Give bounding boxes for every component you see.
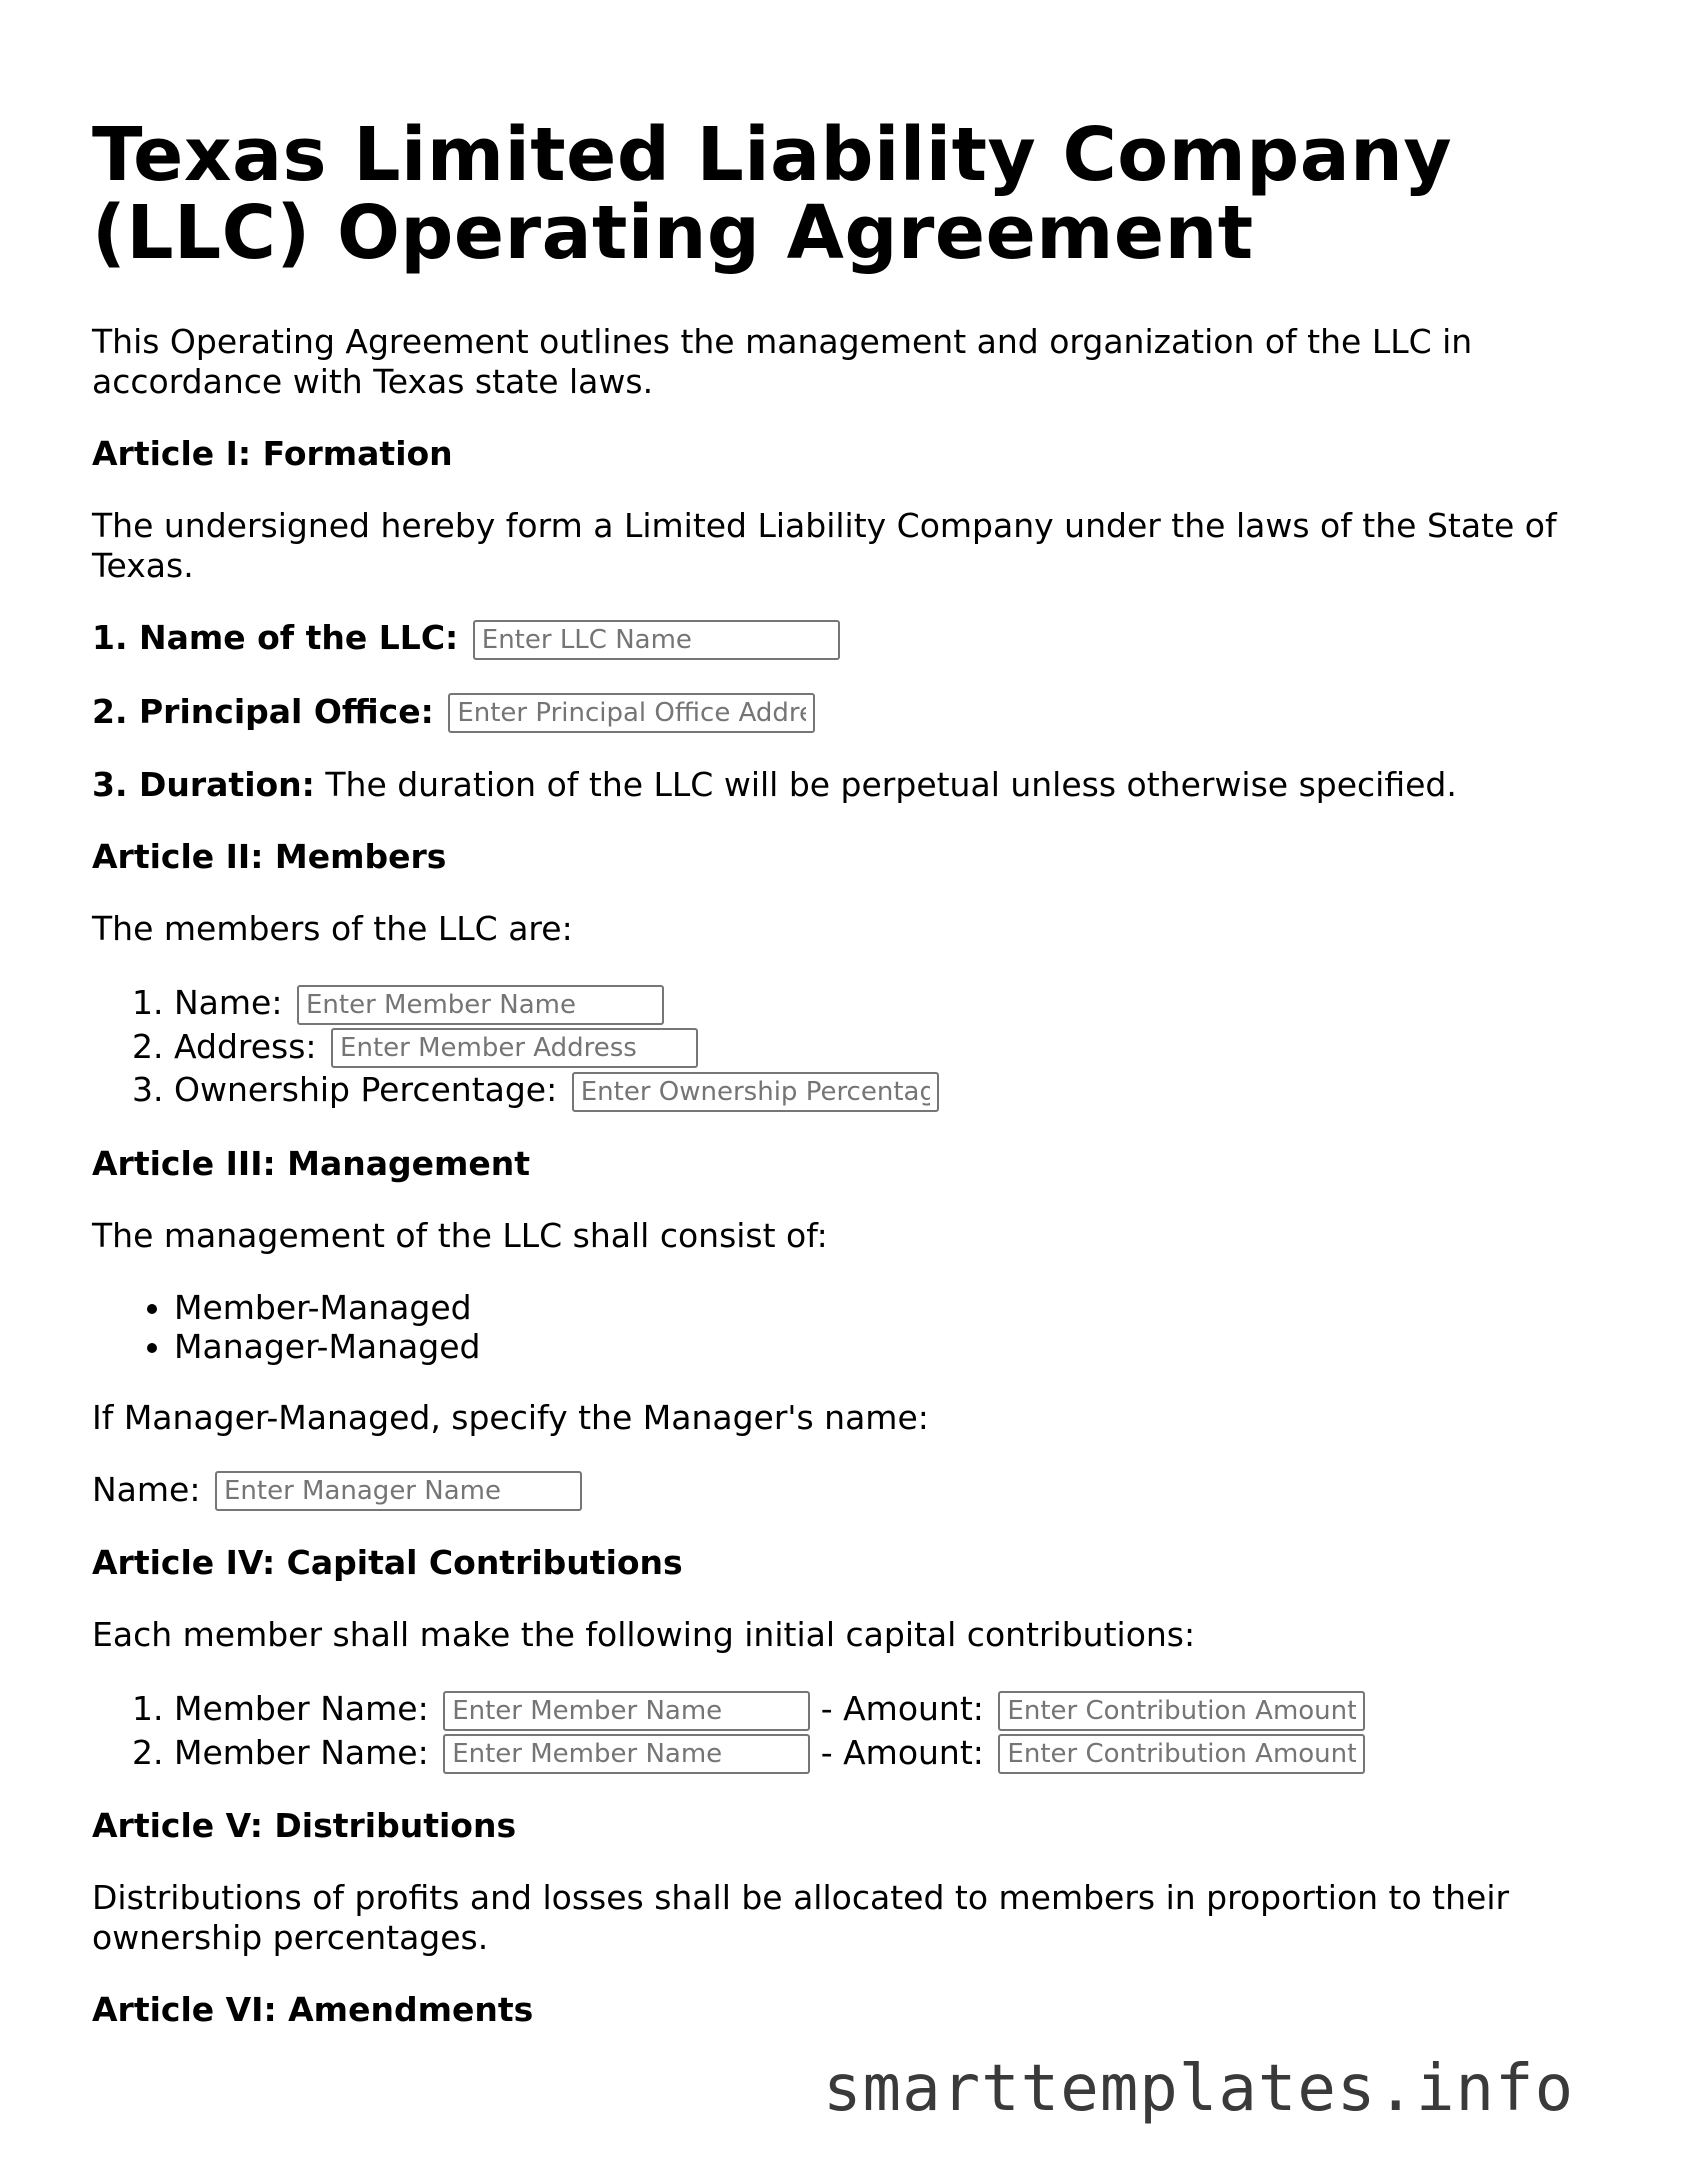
list-item <box>174 981 1592 1025</box>
contributions-list <box>92 1687 1592 1774</box>
document-page <box>92 112 1592 2062</box>
ownership-percentage-label: Ownership Percentage: <box>174 1070 558 1109</box>
manager-name-label: Name: <box>92 1469 201 1509</box>
management-options-list <box>92 1288 1592 1366</box>
article-5-heading: Article V: Distributions <box>92 1806 517 1845</box>
list-item <box>174 1687 1592 1731</box>
contribution-member-input[interactable] <box>443 1734 810 1774</box>
manager-instruction: If Manager-Managed, specify the Manager's name: <box>92 1397 929 1437</box>
article-5-text: Distributions of profits and losses shall be allocated to members in proportion to their ownership percentages. <box>92 1878 1510 1957</box>
llc-name-label: 1. Name of the LLC: <box>92 618 459 657</box>
contribution-amount-input[interactable] <box>998 1734 1365 1774</box>
member-name-label: Name: <box>174 983 283 1022</box>
contribution-member-input[interactable] <box>443 1691 810 1731</box>
contribution-amount-input[interactable] <box>998 1691 1365 1731</box>
list-item <box>174 1068 1592 1112</box>
article-1-text: The undersigned hereby form a Limited Liability Company under the laws of the State of Texas. <box>92 506 1557 585</box>
intro-paragraph: This Operating Agreement outlines the management and organization of the LLC in accordance with Texas state laws. <box>92 322 1473 401</box>
list-item <box>174 1731 1592 1775</box>
llc-name-line <box>92 618 1592 660</box>
list-item <box>174 1025 1592 1069</box>
article-2-heading: Article II: Members <box>92 837 447 876</box>
duration-line <box>92 765 1592 805</box>
members-list <box>92 981 1592 1112</box>
contribution-member-label: Member Name: <box>174 1732 429 1772</box>
article-4-text: Each member shall make the following initial capital contributions: <box>92 1615 1196 1654</box>
principal-office-label: 2. Principal Office: <box>92 691 434 731</box>
ownership-percentage-input[interactable] <box>572 1072 939 1112</box>
article-2-text: The members of the LLC are: <box>92 909 573 948</box>
article-3-heading: Article III: Management <box>92 1143 531 1183</box>
principal-office-line <box>92 692 1592 734</box>
duration-label: 3. Duration: <box>92 765 315 804</box>
article-4-heading: Article IV: Capital Contributions <box>92 1543 683 1582</box>
manager-name-line <box>92 1470 1592 1512</box>
article-3-text: The management of the LLC shall consist of: <box>92 1215 828 1255</box>
llc-name-input[interactable] <box>473 620 840 660</box>
watermark: smarttemplates.info <box>823 2052 1575 2126</box>
article-1-heading: Article I: Formation <box>92 434 453 473</box>
member-address-input[interactable] <box>331 1028 698 1068</box>
list-item: • Member-Managed <box>174 1288 1592 1327</box>
article-6-heading: Article VI: Amendments <box>92 1990 534 2029</box>
page-title: Texas Limited Liability Company (LLC) Operating Agreement <box>92 112 1453 276</box>
contribution-member-label: Member Name: <box>174 1689 429 1728</box>
member-address-label: Address: <box>174 1026 317 1066</box>
list-item: • Manager-Managed <box>174 1327 1592 1366</box>
member-name-input[interactable] <box>297 985 664 1025</box>
principal-office-input[interactable] <box>448 693 815 733</box>
contribution-amount-label: - Amount: <box>820 1689 984 1728</box>
manager-name-input[interactable] <box>215 1471 582 1511</box>
duration-text: The duration of the LLC will be perpetual unless otherwise specified. <box>314 765 1457 804</box>
contribution-amount-label: - Amount: <box>820 1732 984 1772</box>
